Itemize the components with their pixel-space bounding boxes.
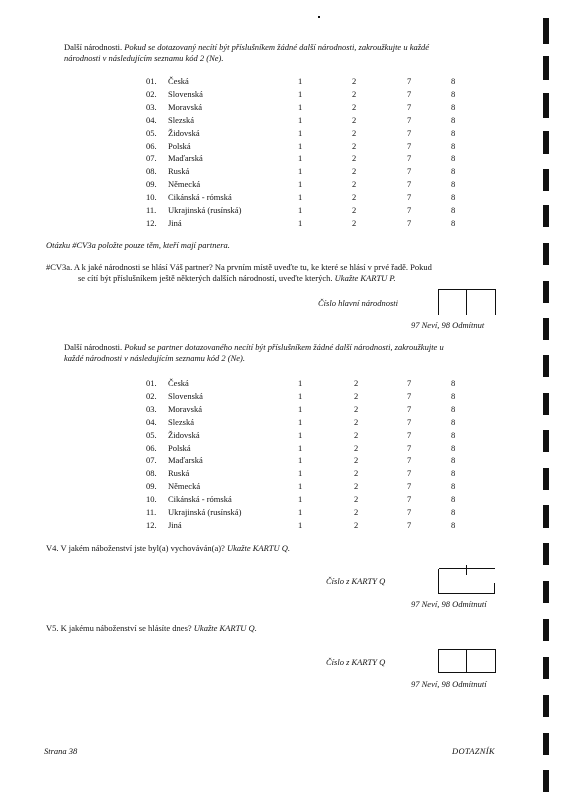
table-row [0,481,579,494]
table-row [0,205,579,218]
section1-intro [64,42,429,53]
question-cv3a-show-card: Ukažte KARTU P. [334,273,396,283]
table-row [0,468,579,481]
scan-edge-mark [543,355,549,377]
question-cv3a-text-plain: se cítí být příslušníkem ještě některých dalších národností, uveďte kterých. [78,273,333,283]
row-code[interactable]: 7 [407,455,412,466]
row-code[interactable]: 2 [352,114,357,125]
row-code[interactable]: 2 [354,390,359,401]
cv3a-box-label: Číslo hlavní národnosti [318,298,398,308]
row-code[interactable]: 7 [407,88,412,99]
row-code[interactable]: 2 [352,140,357,151]
row-code[interactable]: 2 [352,101,357,112]
scan-edge-mark [543,770,549,792]
section1-intro-plain: Další národnosti. [64,42,123,52]
row-code[interactable]: 1 [298,166,303,177]
row-code[interactable]: 7 [407,217,412,228]
row-nationality: Polská [168,140,191,151]
question-v5-label: V5. [46,623,59,633]
v4-box-top [439,568,495,569]
row-number: 12. [146,217,157,228]
table-row [0,494,579,507]
row-code[interactable]: 7 [407,192,412,203]
scan-edge-mark [543,695,549,717]
row-number: 01. [146,378,157,388]
row-code[interactable]: 2 [352,153,357,164]
row-code[interactable]: 2 [352,205,357,215]
scan-edge-mark [543,205,549,227]
row-code[interactable]: 8 [451,494,456,505]
row-code[interactable]: 2 [354,378,359,388]
section2-intro-line2: každé národnosti v následujícím seznamu kód 2 (Ne). [64,353,245,363]
row-number: 05. [146,429,157,440]
row-code[interactable]: 8 [451,468,456,479]
table-row [0,404,579,417]
v4-answer-box[interactable] [438,569,495,594]
table-row [0,520,579,533]
row-nationality: Židovská [168,429,200,440]
scan-edge-mark [543,619,549,641]
row-code[interactable]: 8 [451,179,456,190]
question-v5 [46,623,257,634]
row-code[interactable]: 7 [407,507,412,517]
row-code[interactable]: 2 [354,519,359,530]
row-number: 03. [146,403,157,414]
row-code[interactable]: 7 [407,378,412,388]
question-cv3a [46,262,432,273]
row-code[interactable]: 1 [298,519,303,530]
row-nationality: Německá [168,179,201,190]
row-code[interactable]: 1 [298,429,303,440]
table-row [0,218,579,231]
row-code[interactable]: 7 [407,442,412,453]
row-number: 10. [146,192,157,203]
row-code[interactable]: 2 [354,507,359,517]
table-row [0,507,579,520]
scan-edge-mark [543,93,549,118]
question-v4-text: V jakém náboženství jste byl(a) vychováván(a)? [60,543,225,553]
row-code[interactable]: 8 [451,153,456,164]
scan-edge-mark [543,243,549,265]
row-number: 01. [146,76,157,86]
row-code[interactable]: 7 [407,76,412,86]
row-code[interactable]: 2 [352,179,357,190]
cv3a-box-top [439,289,495,290]
row-code[interactable]: 8 [451,217,456,228]
row-code[interactable]: 8 [451,76,456,86]
row-code[interactable]: 8 [451,507,456,517]
question-cv3a-label: #CV3a. [46,262,73,272]
row-code[interactable]: 7 [407,140,412,151]
table-row [0,430,579,443]
row-code[interactable]: 1 [298,468,303,479]
row-number: 08. [146,468,157,479]
filter-note: Otázku #CV3a položte pouze těm, kteří mají partnera. [46,240,230,250]
row-code[interactable]: 1 [298,140,303,151]
row-code[interactable]: 8 [451,127,456,138]
row-nationality: Ruská [168,166,190,177]
question-v4-show-card: Ukažte KARTU Q. [226,543,291,553]
scan-edge-mark [543,430,549,452]
row-nationality: Ukrajinská (rusínská) [168,507,242,517]
question-v5-text: K jakému náboženství se hlásíte dnes? [60,623,192,633]
question-cv3a-text: A k jaké národnosti se hlásí Váš partner? Na prvním místě uveďte tu, ke které se hlásí v prvé řadě. Pokud [73,262,432,272]
row-code[interactable]: 1 [298,390,303,401]
table-row [0,378,579,391]
table-row [0,391,579,404]
row-nationality: Slezská [168,114,194,125]
row-code[interactable]: 8 [451,166,456,177]
row-code[interactable]: 1 [298,127,303,138]
table-row [0,102,579,115]
row-nationality: Jiná [168,217,182,228]
row-nationality: Maďarská [168,153,203,164]
row-number: 11. [146,507,157,517]
v4-box-right [494,583,495,593]
table-row [0,115,579,128]
row-code[interactable]: 8 [451,519,456,530]
row-code[interactable]: 1 [298,403,303,414]
row-code[interactable]: 1 [298,153,303,164]
row-code[interactable]: 7 [407,416,412,427]
row-nationality: Slovenská [168,88,203,99]
row-code[interactable]: 8 [451,101,456,112]
row-nationality: Česká [168,378,189,388]
scan-edge-mark [543,733,549,755]
v4-box-label: Číslo z KARTY Q [326,576,386,586]
row-code[interactable]: 2 [352,217,357,228]
row-code[interactable]: 2 [352,76,357,86]
row-code[interactable]: 7 [407,468,412,479]
v4-box-note: 97 Neví, 98 Odmítnutí [411,599,487,609]
cv3a-box-divider [466,289,467,315]
row-code[interactable]: 7 [407,166,412,177]
row-code[interactable]: 7 [407,205,412,215]
row-nationality: Německá [168,481,201,492]
scan-edge-mark [543,393,549,415]
table-row [0,417,579,430]
scan-edge-mark [543,543,549,565]
row-code[interactable]: 2 [352,166,357,177]
table-row [0,179,579,192]
row-number: 07. [146,455,157,466]
scan-edge-mark [543,505,549,528]
row-code[interactable]: 8 [451,378,456,388]
row-code[interactable]: 7 [407,127,412,138]
row-code[interactable]: 1 [298,481,303,492]
row-code[interactable]: 2 [354,455,359,466]
row-nationality: Ruská [168,468,190,479]
row-code[interactable]: 2 [354,481,359,492]
row-code[interactable]: 2 [354,442,359,453]
row-code[interactable]: 7 [407,429,412,440]
row-code[interactable]: 1 [298,101,303,112]
question-cv3a-line2 [78,273,396,284]
row-code[interactable]: 1 [298,217,303,228]
row-number: 04. [146,114,157,125]
row-nationality: Ukrajinská (rusínská) [168,205,242,215]
row-code[interactable]: 8 [451,390,456,401]
scan-speck [318,16,320,18]
table-row [0,455,579,468]
row-nationality: Židovská [168,127,200,138]
row-code[interactable]: 2 [352,192,357,203]
row-number: 08. [146,166,157,177]
question-v4 [46,543,290,554]
row-code[interactable]: 7 [407,153,412,164]
row-code[interactable]: 7 [407,494,412,505]
row-number: 05. [146,127,157,138]
v5-answer-box[interactable] [438,649,496,673]
scan-edge-mark [543,581,549,603]
row-code[interactable]: 7 [407,101,412,112]
row-number: 07. [146,153,157,164]
row-code[interactable]: 8 [451,455,456,466]
row-code[interactable]: 8 [451,114,456,125]
row-nationality: Slovenská [168,390,203,401]
row-code[interactable]: 8 [451,442,456,453]
question-v4-label: V4. [46,543,59,553]
row-code[interactable]: 7 [407,403,412,414]
row-number: 09. [146,481,157,492]
row-code[interactable]: 1 [298,114,303,125]
table-row [0,141,579,154]
scan-edge-mark [543,657,549,679]
v5-box-label: Číslo z KARTY Q [326,657,386,667]
cv3a-answer-box[interactable] [438,289,496,315]
row-number: 02. [146,390,157,401]
row-number: 04. [146,416,157,427]
table-row [0,128,579,141]
row-code[interactable]: 2 [354,429,359,440]
table-row [0,153,579,166]
scan-edge-mark [543,169,549,191]
scan-edge-mark [543,318,549,340]
scan-edge-mark [543,281,549,303]
row-code[interactable]: 7 [407,179,412,190]
row-number: 09. [146,179,157,190]
row-code[interactable]: 8 [451,192,456,203]
row-code[interactable]: 1 [298,442,303,453]
row-code[interactable]: 2 [354,468,359,479]
row-code[interactable]: 8 [451,416,456,427]
row-nationality: Moravská [168,101,202,112]
table-row [0,89,579,102]
table-row [0,443,579,456]
row-code[interactable]: 8 [451,481,456,492]
row-code[interactable]: 2 [352,127,357,138]
row-code[interactable]: 1 [298,76,303,86]
row-code[interactable]: 1 [298,192,303,203]
nationality-table-2 [0,378,579,538]
cv3a-box-note: 97 Neví, 98 Odmítnut [411,320,485,330]
v5-box-note: 97 Neví, 98 Odmítnutí [411,679,487,689]
row-nationality: Cikánská - rómská [168,192,232,203]
scan-edge-mark [543,18,549,44]
row-code[interactable]: 1 [298,455,303,466]
section2-intro [64,342,444,353]
row-code[interactable]: 8 [451,403,456,414]
section2-intro-italic: Pokud se partner dotazovaného necítí být příslušníkem žádné další národnosti, zakroužkujte u [124,342,444,352]
row-nationality: Česká [168,76,189,86]
row-code[interactable]: 1 [298,88,303,99]
row-nationality: Cikánská - rómská [168,494,232,505]
table-row [0,192,579,205]
row-number: 03. [146,101,157,112]
section1-intro-line2: národnosti v následujícím seznamu kód 2 (Ne). [64,53,224,63]
row-code[interactable]: 1 [298,507,303,517]
question-v5-show-card: Ukažte KARTU Q. [193,623,257,633]
row-code[interactable]: 1 [298,205,303,215]
row-number: 06. [146,442,157,453]
row-code[interactable]: 8 [451,140,456,151]
row-code[interactable]: 1 [298,416,303,427]
section2-intro-plain: Další národnosti. [64,342,123,352]
row-code[interactable]: 2 [354,416,359,427]
row-number: 06. [146,140,157,151]
row-code[interactable]: 7 [407,114,412,125]
table-row [0,76,579,89]
v4-box-divider [466,565,467,575]
v5-box-divider [466,650,467,672]
scan-edge-mark [543,56,549,80]
section1-intro-italic: Pokud se dotazovaný necítí být příslušníkem žádné další národnosti, zakroužkujte u každé [124,42,430,52]
row-code[interactable]: 8 [451,205,456,215]
row-nationality: Slezská [168,416,194,427]
row-code[interactable]: 2 [352,88,357,99]
footer-page-number: Strana 38 [44,746,78,756]
row-code[interactable]: 1 [298,179,303,190]
scan-edge-mark [543,131,549,154]
row-nationality: Jiná [168,519,182,530]
row-code[interactable]: 8 [451,429,456,440]
row-code[interactable]: 1 [298,494,303,505]
row-code[interactable]: 1 [298,378,303,388]
row-code[interactable]: 7 [407,481,412,492]
row-code[interactable]: 7 [407,519,412,530]
row-number: 02. [146,88,157,99]
row-nationality: Maďarská [168,455,203,466]
row-code[interactable]: 2 [354,494,359,505]
footer-title: DOTAZNÍK [452,746,495,756]
row-code[interactable]: 2 [354,403,359,414]
row-code[interactable]: 8 [451,88,456,99]
row-number: 12. [146,519,157,530]
row-number: 11. [146,205,157,215]
nationality-table-1 [0,76,579,236]
row-number: 10. [146,494,157,505]
row-code[interactable]: 7 [407,390,412,401]
row-nationality: Polská [168,442,191,453]
scan-edge-mark [543,468,549,490]
table-row [0,166,579,179]
row-nationality: Moravská [168,403,202,414]
